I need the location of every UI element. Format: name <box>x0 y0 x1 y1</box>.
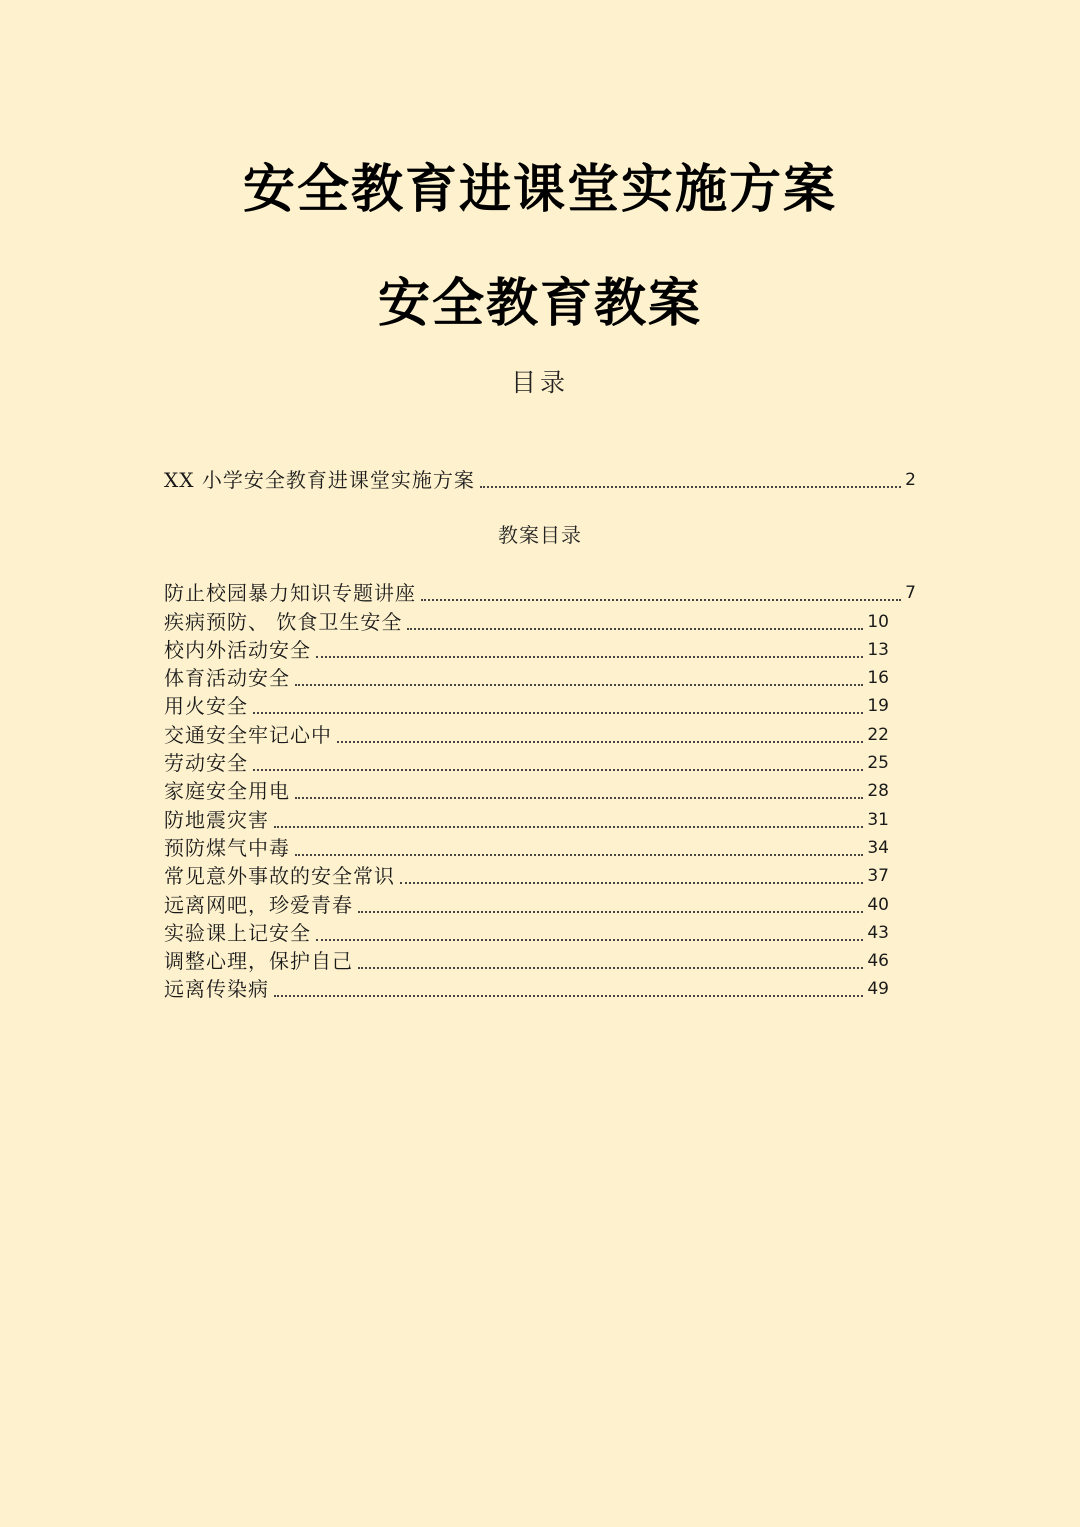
toc-entry-label: 用火安全 <box>164 694 248 719</box>
toc-entry-page: 7 <box>905 583 916 604</box>
toc-entry-page: 34 <box>867 837 889 858</box>
toc-lesson-entry[interactable] <box>164 919 889 947</box>
toc-lesson-entry[interactable] <box>164 636 889 664</box>
toc-entry-label: 体育活动安全 <box>164 666 290 691</box>
toc-entry-page: 10 <box>867 611 889 632</box>
toc-dot-leader <box>295 854 863 856</box>
toc-dot-leader <box>358 911 863 913</box>
toc-entry-label: XX 小学安全教育进课堂实施方案 <box>164 468 475 492</box>
document-subtitle: 安全教育教案 <box>377 274 702 334</box>
toc-lesson-entry[interactable] <box>164 720 889 748</box>
toc-entry-page: 43 <box>867 922 889 943</box>
toc-dot-leader <box>407 628 863 630</box>
toc-dot-leader <box>295 797 863 799</box>
toc-lesson-entry[interactable] <box>164 607 889 635</box>
lesson-toc-list <box>164 579 916 1003</box>
toc-entry-page: 25 <box>867 753 889 774</box>
toc-lesson-entry[interactable] <box>164 890 889 918</box>
toc-entry-page: 22 <box>867 724 889 745</box>
toc-lesson-entry[interactable] <box>164 805 889 833</box>
toc-entry-label: 校内外活动安全 <box>164 637 311 662</box>
toc-entry-page: 37 <box>867 866 889 887</box>
toc-lesson-entry[interactable] <box>164 749 889 777</box>
toc-lesson-entry[interactable] <box>164 579 916 607</box>
toc-dot-leader <box>480 486 901 488</box>
toc-entry-label: 远离网吧，珍爱青春 <box>164 892 353 917</box>
toc-dot-leader <box>316 939 863 941</box>
toc-lesson-entry[interactable] <box>164 664 889 692</box>
lesson-toc-heading: 教案目录 <box>498 523 582 547</box>
toc-dot-leader <box>316 656 863 658</box>
toc-dot-leader <box>337 741 863 743</box>
toc-entry-page: 13 <box>867 639 889 660</box>
toc-entry-label: 预防煤气中毒 <box>164 835 290 860</box>
toc-entry-label: 调整心理，保护自己 <box>164 949 353 974</box>
toc-lesson-entry[interactable] <box>164 692 889 720</box>
toc-dot-leader <box>358 967 863 969</box>
toc-entry-label: 劳动安全 <box>164 751 248 776</box>
toc-dot-leader <box>400 882 863 884</box>
toc-entry-label: 交通安全牢记心中 <box>164 722 332 747</box>
toc-dot-leader <box>253 712 863 714</box>
toc-entry-page: 16 <box>867 668 889 689</box>
toc-entry-label: 防止校园暴力知识专题讲座 <box>164 581 416 606</box>
toc-entry-label: 防地震灾害 <box>164 807 269 832</box>
toc-entry-page: 19 <box>867 696 889 717</box>
toc-entry-page: 28 <box>867 781 889 802</box>
toc-dot-leader <box>295 684 863 686</box>
toc-entry-page: 2 <box>905 470 916 490</box>
toc-heading: 目录 <box>510 368 569 397</box>
toc-entry-label: 疾病预防、 饮食卫生安全 <box>164 609 403 634</box>
toc-lesson-entry[interactable] <box>164 947 889 975</box>
toc-entry-page: 49 <box>867 979 889 1000</box>
toc-entry-page: 46 <box>867 951 889 972</box>
toc-lesson-entry[interactable] <box>164 834 889 862</box>
toc-dot-leader <box>421 599 901 601</box>
toc-lesson-entry[interactable] <box>164 862 889 890</box>
toc-entry-label: 家庭安全用电 <box>164 779 290 804</box>
toc-lesson-entry[interactable] <box>164 777 889 805</box>
toc-dot-leader <box>253 769 863 771</box>
toc-entry-label: 远离传染病 <box>164 977 269 1002</box>
toc-entry-label: 常见意外事故的安全常识 <box>164 864 395 889</box>
toc-entry-page: 40 <box>867 894 889 915</box>
toc-entry-page: 31 <box>867 809 889 830</box>
document-title: 安全教育进课堂实施方案 <box>242 160 837 220</box>
toc-main-entry[interactable] <box>164 466 916 494</box>
toc-entry-label: 实验课上记安全 <box>164 920 311 945</box>
toc-lesson-entry[interactable] <box>164 975 889 1003</box>
toc-dot-leader <box>274 826 863 828</box>
toc-dot-leader <box>274 995 863 997</box>
